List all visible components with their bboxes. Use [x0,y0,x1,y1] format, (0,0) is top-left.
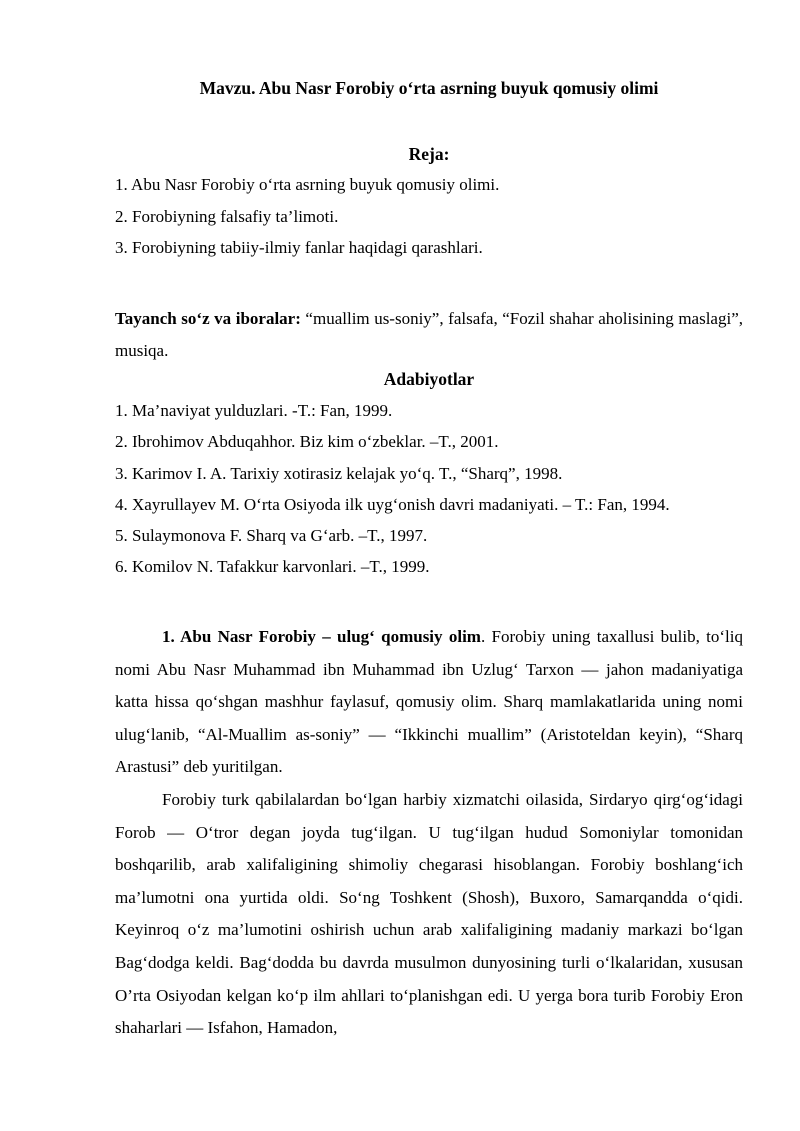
literature-item: 5. Sulaymonova F. Sharq va G‘arb. –T., 1997. [115,526,428,546]
literature-list [115,399,670,587]
plan-item: 3. Forobiyning tabiiy-ilmiy fanlar haqidagi qarashlari. [115,238,483,257]
section-1-body [115,621,743,1045]
plan-item: 1. Abu Nasr Forobiy o‘rta asrning buyuk qomusiy olimi. [115,175,500,194]
literature-item: 2. Ibrohimov Abduqahhor. Biz kim o‘zbeklar. –T., 2001. [115,432,499,452]
literature-heading: Adabiyotlar [383,369,475,389]
keywords-label: Tayanch so‘z va iboralar: [115,309,301,328]
keywords-paragraph [115,303,743,367]
plan-heading: Reja: [408,144,450,164]
literature-item: 6. Komilov N. Tafakkur karvonlari. –T., 1999. [115,557,430,577]
plan-list [115,173,499,268]
section-1-paragraph-1-text: . Forobiy uning taxallusi bulib, to‘liq nomi Abu Nasr Muhammad ibn Muhammad ibn Uzlug‘ Tarxon — jahon madaniyatiga katta hissa qo‘shgan mashhur faylasuf, qomusiy olim. Sharq mamlakatlarida uning nomi ulug‘lanib, “Al-Muallim as-soniy” — “Ikkinchi muallim” (Aristoteldan keyin), “Sharq Arastusi” deb yuritilgan. [115,627,743,777]
literature-item: 1. Ma’naviyat yulduzlari. -T.: Fan, 1999. [115,401,393,420]
literature-item: 4. Xayrullayev M. O‘rta Osiyoda ilk uyg‘onish davri madaniyati. – T.: Fan, 1994. [115,494,670,514]
section-1-heading: 1. Abu Nasr Forobiy – ulug‘ qomusiy olim [162,627,481,646]
literature-item: 3. Karimov I. A. Tarixiy xotirasiz kelajak yo‘q. T., “Sharq”, 1998. [115,463,563,483]
keywords-text: “muallim us-soniy”, falsafa, “Fozil shahar aholisining maslagi”, musiqa. [115,309,743,360]
section-1-paragraph-1 [115,621,743,784]
plan-item: 2. Forobiyning falsafiy ta’limoti. [115,206,339,226]
page-title: Mavzu. Abu Nasr Forobiy o‘rta asrning buyuk qomusiy olimi [199,78,659,98]
section-1-paragraph-2: Forobiy turk qabilalardan bo‘lgan harbiy xizmatchi oilasida, Sirdaryo qirg‘og‘idagi Forob — O‘tror degan joyda tug‘ilgan. U tug‘ilgan hudud Somoniylar tomonidan boshqarilib, arab xalifaligining shimoliy chegarasi hisoblangan. Forobiy boshlang‘ich ma’lumotni ona yurtida oldi. So‘ng Toshkent (Shosh), Buxoro, Samarqandda o‘qidi. Keyinroq o‘z ma’lumotini oshirish uchun arab xalifaligining madaniy markazi bo‘lgan Bag‘dodga keldi. Bag‘dodda bu davrda musulmon dunyosining turli o‘lkalaridan, xususan O’rta Osiyodan kelgan ko‘p ilm ahllari to‘planishgan edi. U yerga bora turib Forobiy Eron shaharlari — Isfahon, Hamadon, [115,789,743,1038]
